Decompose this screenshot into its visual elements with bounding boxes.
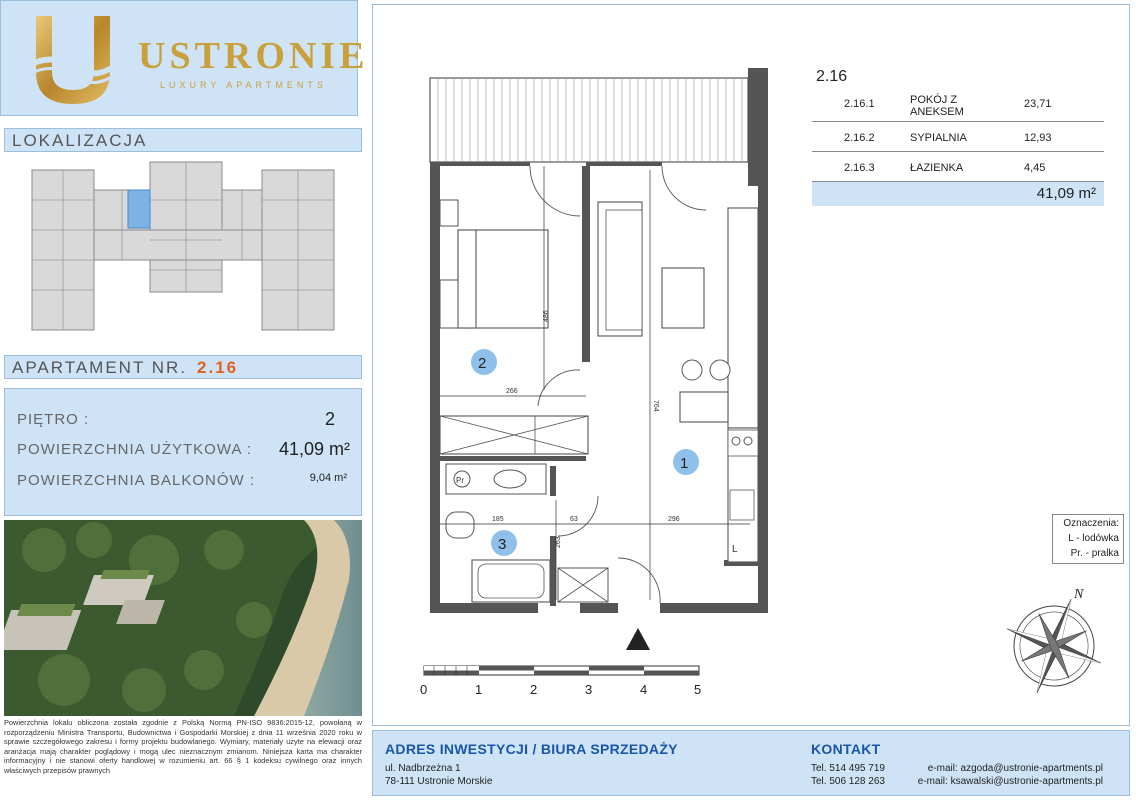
brand-name: USTRONIE xyxy=(138,35,369,77)
email-2[interactable]: e-mail: ksawalski@ustronie-apartments.pl xyxy=(917,776,1103,787)
room-name: ŁAZIENKA xyxy=(910,162,964,174)
balcony-wall xyxy=(748,68,768,186)
svg-text:1: 1 xyxy=(680,455,689,472)
room-row xyxy=(812,90,1104,122)
room-name: SYPIALNIA xyxy=(910,132,967,144)
scale-bar xyxy=(410,660,710,700)
scale-tick-3: 3 xyxy=(585,682,593,697)
room-code: 2.16.2 xyxy=(844,132,875,144)
entrance-arrow-icon xyxy=(626,628,650,650)
floor-label: PIĘTRO : xyxy=(17,411,90,428)
dimension-263: 263 xyxy=(555,536,562,548)
phone-2[interactable]: Tel. 506 128 263 xyxy=(811,776,885,787)
selected-apartment-highlight xyxy=(128,190,150,228)
logo-box xyxy=(0,0,369,116)
floor-value: 2 xyxy=(324,409,335,429)
scale-tick-5: 5 xyxy=(694,682,702,697)
disclaimer-text: Powierzchnia lokalu obliczona została zgodnie z Polską Normą PN-ISO 9836:2015-12, powołaną w rozporządzeniu Ministra Transportu, Budownictwa i Gospodarki Morskiej z dnia 11 września 2020 roku w sprawie szczegółowego zakresu i formy projektu budowlanego. Wymiary, materiały użyte na elewacji oraz aranżacja mają charakter poglądowy i mogą ulec nieznacznym zmianom. Niniejsza karta ma charakter informacyjny i nie stanowi oferty handlowej w rozumieniu art. 66 § 1 kodeksu cywilnego oraz innych właściwych przepisów prawnych xyxy=(4,718,362,775)
balcony-area-value: 9,04 m² xyxy=(309,472,347,484)
room-code: 2.16.1 xyxy=(844,98,875,110)
apartment-title-label: APARTAMENT NR. xyxy=(12,358,188,377)
apartment-stats xyxy=(4,388,362,516)
email-1[interactable]: e-mail: azgoda@ustronie-apartments.pl xyxy=(927,763,1103,774)
building-location-map xyxy=(30,160,340,335)
washing-machine-symbol: Pr xyxy=(456,476,464,485)
legend-item: L - lodówka xyxy=(1068,533,1119,544)
room-row xyxy=(812,124,1104,152)
compass-rose-icon xyxy=(998,580,1110,700)
legend-title: Oznaczenia: xyxy=(1063,518,1119,529)
dimension-486: 486 xyxy=(543,310,550,322)
svg-text:3: 3 xyxy=(498,536,507,553)
apartment-number: 2.16 xyxy=(197,358,239,377)
floorplan-drawing xyxy=(410,60,790,660)
kitchen-counter xyxy=(728,208,758,428)
room-marker-1 xyxy=(673,449,699,475)
room-area: 12,93 xyxy=(1024,132,1052,144)
brand-tagline: LUXURY APARTMENTS xyxy=(160,80,327,90)
room-marker-2 xyxy=(471,349,497,375)
kitchen-island xyxy=(680,392,728,422)
scale-tick-1: 1 xyxy=(475,682,483,697)
dimension-63: 63 xyxy=(570,516,578,523)
usable-area-label: POWIERZCHNIA UŻYTKOWA : xyxy=(17,441,252,458)
dimension-296: 296 xyxy=(668,516,680,523)
table xyxy=(662,268,704,328)
north-label: N xyxy=(1074,587,1084,602)
legend-item: Pr. - pralka xyxy=(1070,548,1119,559)
room-total-area: 41,09 m² xyxy=(812,182,1104,206)
legend xyxy=(1052,514,1124,564)
svg-text:2: 2 xyxy=(478,355,487,372)
room-area: 23,71 xyxy=(1024,98,1052,110)
room-table-title: 2.16 xyxy=(816,68,848,85)
room-table xyxy=(812,68,1104,202)
address-line-2: 78-111 Ustronie Morskie xyxy=(385,776,493,787)
room-name: POKÓJ Z ANEKSEM xyxy=(910,94,964,118)
scale-tick-2: 2 xyxy=(530,682,538,697)
ustronie-logo-icon xyxy=(30,14,116,106)
scale-tick-0: 0 xyxy=(420,682,428,697)
dimension-185: 185 xyxy=(492,516,504,523)
usable-area-value: 41,09 m² xyxy=(278,439,350,459)
room-code: 2.16.3 xyxy=(844,162,875,174)
room-area: 4,45 xyxy=(1024,162,1046,174)
fridge-symbol: L xyxy=(732,544,738,555)
apartment-title xyxy=(4,355,362,379)
aerial-photo xyxy=(4,520,362,716)
location-heading: LOKALIZACJA xyxy=(4,128,362,152)
dimension-266: 266 xyxy=(506,388,518,395)
balcony-area-label: POWIERZCHNIA BALKONÓW : xyxy=(17,472,256,489)
address-line-1: ul. Nadbrzeżna 1 xyxy=(385,763,461,774)
scale-tick-4: 4 xyxy=(640,682,648,697)
room-marker-3 xyxy=(491,530,517,556)
room-row xyxy=(812,154,1104,182)
address-heading: ADRES INWESTYCJI / BIURA SPRZEDAŻY xyxy=(385,741,678,757)
phone-1[interactable]: Tel. 514 495 719 xyxy=(811,763,885,774)
footer xyxy=(372,730,1130,796)
contact-heading: KONTAKT xyxy=(811,741,881,757)
dimension-764: 764 xyxy=(652,400,659,412)
